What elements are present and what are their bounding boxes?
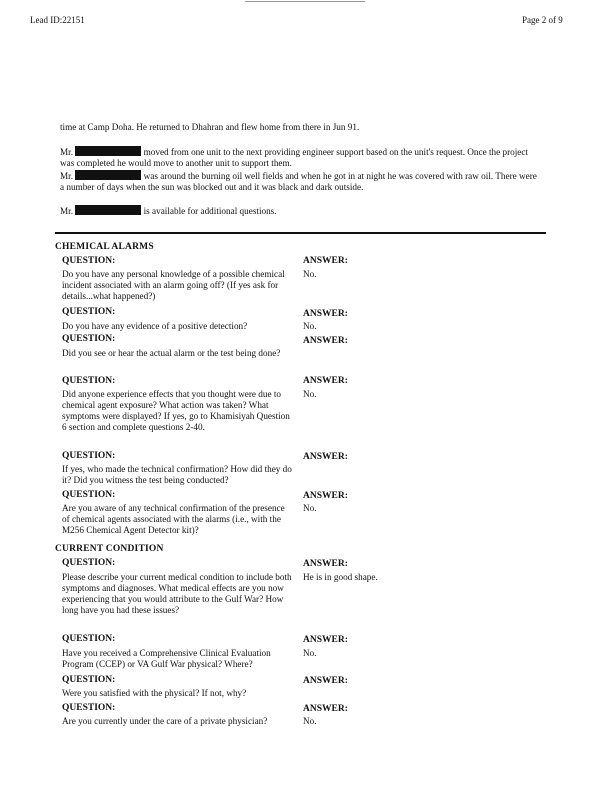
question-label: QUESTION: bbox=[62, 376, 116, 386]
page-number: Page 2 of 9 bbox=[522, 15, 563, 25]
question-text: Do you have any personal knowledge of a possible chemical incident associated with an alarm going off? (If yes ask for details...what happened?) bbox=[62, 269, 285, 301]
question-text: Do you have any evidence of a positive detection? bbox=[62, 321, 248, 331]
intro-paragraph-1: time at Camp Doha. He returned to Dhahran and flew home from there in Jun 91. bbox=[60, 122, 360, 132]
redaction-bar bbox=[75, 146, 141, 156]
question-label: QUESTION: bbox=[62, 558, 116, 568]
answer-label: ANSWER: bbox=[303, 376, 348, 386]
top-scan-line bbox=[245, 1, 365, 2]
question-text: Are you currently under the care of a private physician? bbox=[62, 716, 268, 726]
question-label: QUESTION: bbox=[62, 256, 116, 266]
answer-label: ANSWER: bbox=[303, 704, 348, 714]
answer-text: No. bbox=[303, 503, 317, 513]
answer-label: ANSWER: bbox=[303, 256, 348, 266]
question-text: Please describe your current medical condition to include both symptoms and diagnoses. What medical effects are you now experiencing that you would attribute to the Gulf War? How long have you had these issues? bbox=[62, 572, 292, 615]
intro-paragraph-3: Mr. was around the burning oil well fields and when he got in at night he was covered with raw oil. There were a number of days when the sun was blocked out and it was black and dark outside. bbox=[60, 171, 537, 192]
answer-label: ANSWER: bbox=[303, 309, 348, 319]
answer-label: ANSWER: bbox=[303, 635, 348, 645]
question-text: Did anyone experience effects that you thought were due to chemical agent exposure? What action was taken? What symptoms were displayed? If yes, go to Khamisiyah Question 6 section and complete questions 2-40. bbox=[62, 389, 290, 432]
redaction-bar bbox=[75, 205, 141, 215]
answer-text: No. bbox=[303, 389, 317, 399]
section-title-chemical-alarms: CHEMICAL ALARMS bbox=[55, 242, 154, 252]
question-text: Are you aware of any technical confirmation of the presence of chemical agents associated with the alarms (i.e., with the M256 Chemical Agent Detector kit)? bbox=[62, 503, 285, 535]
question-label: QUESTION: bbox=[62, 490, 116, 500]
section-divider bbox=[55, 232, 546, 234]
answer-label: ANSWER: bbox=[303, 336, 348, 346]
question-text: Have you received a Comprehensive Clinical Evaluation Program (CCEP) or VA Gulf War physical? Where? bbox=[62, 648, 271, 669]
answer-label: ANSWER: bbox=[303, 676, 348, 686]
answer-text: He is in good shape. bbox=[303, 572, 378, 582]
answer-text: No. bbox=[303, 648, 317, 658]
question-label: QUESTION: bbox=[62, 703, 116, 713]
question-label: QUESTION: bbox=[62, 307, 116, 317]
intro-paragraph-2: Mr. moved from one unit to the next providing engineer support based on the unit's request. Once the project was completed he would move to another unit to support them. bbox=[60, 147, 528, 168]
question-label: QUESTION: bbox=[62, 451, 116, 461]
question-text: Were you satisfied with the physical? If not, why? bbox=[62, 688, 247, 698]
section-title-current-condition: CURRENT CONDITION bbox=[55, 544, 164, 554]
answer-label: ANSWER: bbox=[303, 452, 348, 462]
answer-text: No. bbox=[303, 716, 317, 726]
question-label: QUESTION: bbox=[62, 334, 116, 344]
question-text: Did you see or hear the actual alarm or the test being done? bbox=[62, 348, 281, 358]
answer-text: No. bbox=[303, 321, 317, 331]
question-label: QUESTION: bbox=[62, 675, 116, 685]
redaction-bar bbox=[75, 170, 141, 180]
lead-id: Lead ID:22151 bbox=[30, 15, 85, 25]
question-label: QUESTION: bbox=[62, 634, 116, 644]
question-text: If yes, who made the technical confirmation? How did they do it? Did you witness the test being conducted? bbox=[62, 464, 292, 485]
answer-label: ANSWER: bbox=[303, 491, 348, 501]
answer-label: ANSWER: bbox=[303, 559, 348, 569]
intro-paragraph-4: Mr. is available for additional questions. bbox=[60, 206, 277, 216]
answer-text: No. bbox=[303, 269, 317, 279]
